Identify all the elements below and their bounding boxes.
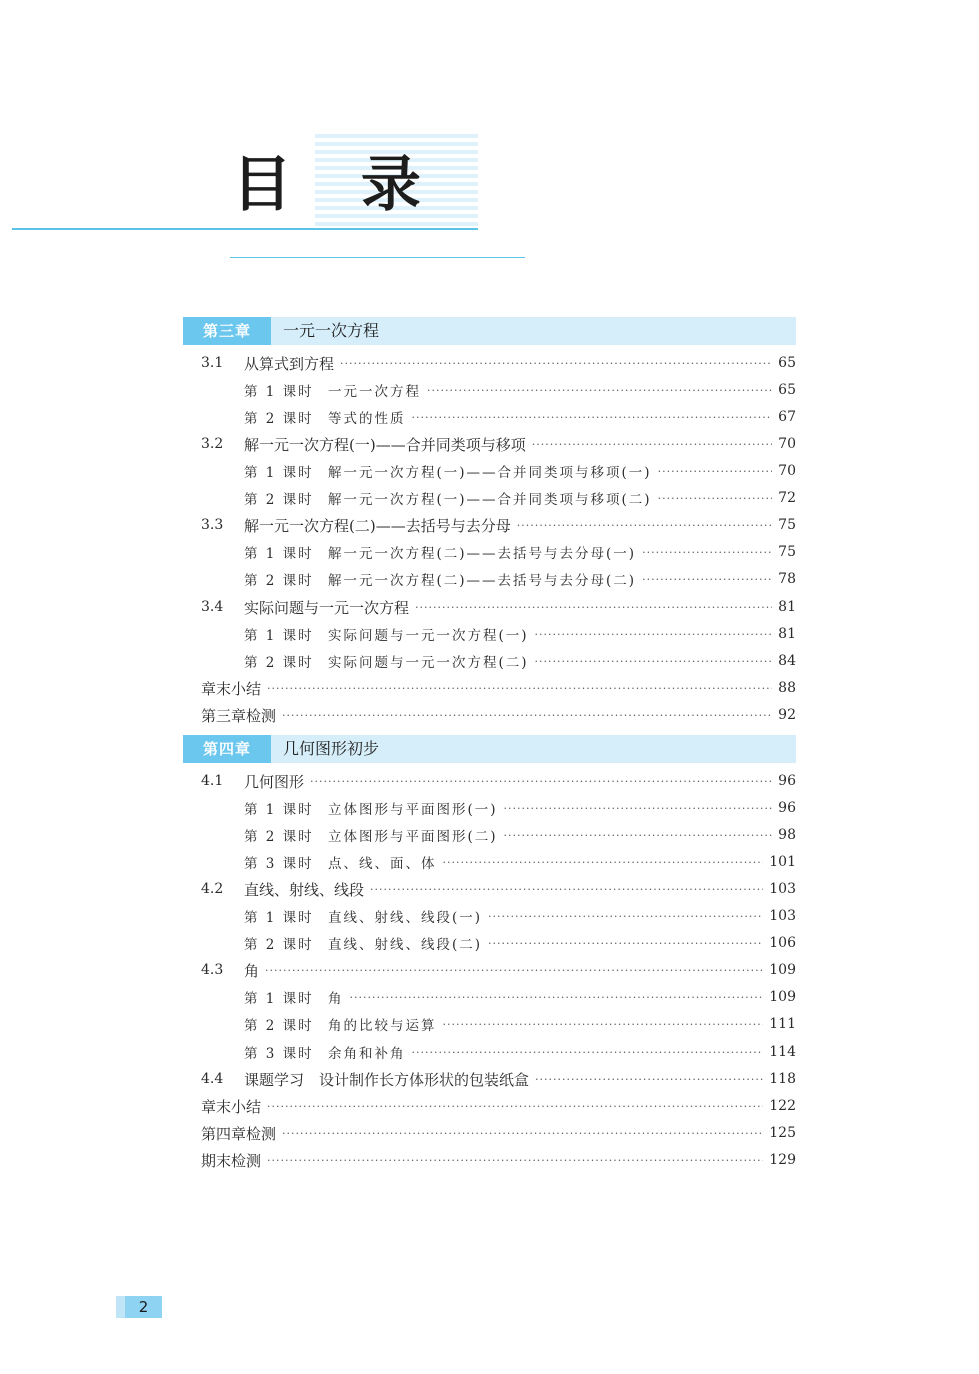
page-ref: 65 (778, 355, 796, 371)
toc-lesson-row[interactable] (244, 824, 796, 846)
leader-dots (267, 1154, 763, 1167)
leader-dots (488, 910, 763, 923)
page-ref: 103 (769, 881, 796, 897)
page-ref: 70 (778, 463, 796, 479)
page-ref: 84 (778, 653, 796, 669)
leader-dots (642, 546, 772, 559)
chapter-header-4 (183, 735, 796, 763)
page-ref: 96 (778, 773, 796, 789)
page-number: 2 (125, 1296, 162, 1318)
toc-lesson-row[interactable] (244, 932, 796, 954)
chapter-tag: 第三章 (183, 317, 271, 345)
ending-title: 章末小结 (201, 1097, 262, 1116)
section-number: 3.3 (201, 517, 224, 533)
page-ref: 103 (769, 908, 796, 924)
toc-lesson-row[interactable] (244, 379, 796, 401)
lesson-title: 解一元一次方程(一)——合并同类项与移项(一) (328, 465, 652, 481)
leader-dots (310, 775, 772, 788)
leader-dots (443, 1018, 764, 1031)
chapter-name: 一元一次方程 (283, 321, 380, 340)
section-title: 解一元一次方程(二)——去括号与去分母 (244, 516, 511, 535)
chapter-tag: 第四章 (183, 735, 271, 763)
leader-dots (535, 628, 773, 641)
page-ref: 81 (778, 599, 796, 615)
page-ref: 98 (778, 827, 796, 843)
title-subline (230, 257, 525, 258)
page-ref: 70 (778, 436, 796, 452)
chapter-name: 几何图形初步 (283, 739, 380, 758)
ending-title: 第四章检测 (201, 1124, 277, 1143)
lesson-number: 第 1 课时 (244, 991, 314, 1007)
page-ref: 72 (778, 490, 796, 506)
ending-title: 期末检测 (201, 1151, 262, 1170)
lesson-number: 第 2 课时 (244, 1018, 314, 1034)
toc-lesson-row[interactable] (244, 568, 796, 590)
toc-lesson-row[interactable] (244, 797, 796, 819)
section-title: 课题学习 设计制作长方体形状的包装纸盒 (244, 1070, 530, 1089)
lesson-title: 角 (328, 991, 344, 1007)
leader-dots (658, 465, 773, 478)
lesson-number: 第 2 课时 (244, 655, 314, 671)
toc-lesson-row[interactable] (244, 986, 796, 1008)
toc-lesson-row[interactable] (244, 851, 796, 873)
page-ref: 75 (778, 544, 796, 560)
leader-dots (265, 964, 763, 977)
leader-dots (488, 937, 763, 950)
page-ref: 111 (769, 1016, 796, 1032)
leader-dots (282, 709, 772, 722)
toc-ending-row[interactable] (201, 677, 796, 699)
leader-dots (267, 682, 772, 695)
lesson-number: 第 2 课时 (244, 573, 314, 589)
toc-ending-row[interactable] (201, 1122, 796, 1144)
page-ref: 101 (769, 854, 796, 870)
lesson-title: 实际问题与一元一次方程(二) (328, 655, 529, 671)
section-title: 角 (244, 961, 260, 980)
section-number: 3.1 (201, 355, 224, 371)
toc-lesson-row[interactable] (244, 650, 796, 672)
lesson-title: 解一元一次方程(二)——去括号与去分母(一) (328, 546, 637, 562)
lesson-number: 第 1 课时 (244, 628, 314, 644)
section-title: 从算式到方程 (244, 354, 335, 373)
page-ref: 88 (778, 680, 796, 696)
toc-lesson-row[interactable] (244, 905, 796, 927)
leader-dots (517, 519, 772, 532)
toc-lesson-row[interactable] (244, 460, 796, 482)
page-ref: 109 (769, 989, 796, 1005)
leader-dots (532, 438, 772, 451)
page-ref: 125 (769, 1125, 796, 1141)
toc-lesson-row[interactable] (244, 406, 796, 428)
leader-dots (427, 384, 772, 397)
page-ref: 118 (769, 1071, 796, 1087)
toc-section-row[interactable] (201, 352, 796, 374)
lesson-title: 直线、射线、线段(一) (328, 910, 483, 926)
leader-dots (282, 1127, 763, 1140)
toc-section-row[interactable] (201, 770, 796, 792)
lesson-number: 第 1 课时 (244, 384, 314, 400)
lesson-number: 第 2 课时 (244, 937, 314, 953)
lesson-title: 立体图形与平面图形(一) (328, 802, 498, 818)
leader-dots (340, 357, 772, 370)
lesson-title: 解一元一次方程(一)——合并同类项与移项(二) (328, 492, 652, 508)
page-ref: 81 (778, 626, 796, 642)
leader-dots (504, 802, 773, 815)
leader-dots (267, 1100, 763, 1113)
section-number: 4.4 (201, 1071, 224, 1087)
lesson-title: 立体图形与平面图形(二) (328, 829, 498, 845)
lesson-title: 一元一次方程 (328, 384, 421, 400)
toc-ending-row[interactable] (201, 1095, 796, 1117)
section-number: 4.1 (201, 773, 224, 789)
toc-ending-row[interactable] (201, 704, 796, 726)
section-title: 实际问题与一元一次方程 (244, 598, 410, 617)
page-ref: 129 (769, 1152, 796, 1168)
page-ref: 65 (778, 382, 796, 398)
leader-dots (443, 856, 764, 869)
leader-dots (350, 991, 764, 1004)
section-title: 解一元一次方程(一)——合并同类项与移项 (244, 435, 526, 454)
lesson-number: 第 3 课时 (244, 1046, 314, 1062)
lesson-title: 等式的性质 (328, 411, 406, 427)
leader-dots (535, 1073, 763, 1086)
lesson-title: 角的比较与运算 (328, 1018, 437, 1034)
toc-lesson-row[interactable] (244, 541, 796, 563)
toc-section-row[interactable] (201, 514, 796, 536)
toc-lesson-row[interactable] (244, 487, 796, 509)
section-title: 几何图形 (244, 772, 305, 791)
lesson-title: 解一元一次方程(二)——去括号与去分母(二) (328, 573, 637, 589)
section-title: 直线、射线、线段 (244, 880, 365, 899)
toc-ending-row[interactable] (201, 1149, 796, 1171)
toc-section-row[interactable] (201, 433, 796, 455)
leader-dots (415, 601, 772, 614)
lesson-number: 第 2 课时 (244, 492, 314, 508)
section-number: 3.4 (201, 599, 224, 615)
lesson-title: 实际问题与一元一次方程(一) (328, 628, 529, 644)
page-ref: 78 (778, 571, 796, 587)
title-underline (12, 228, 478, 230)
page-ref: 75 (778, 517, 796, 533)
page-ref: 114 (769, 1044, 796, 1060)
lesson-number: 第 1 课时 (244, 910, 314, 926)
toc-lesson-row[interactable] (244, 1041, 796, 1063)
page-number-box (116, 1296, 162, 1318)
section-number: 3.2 (201, 436, 224, 452)
leader-dots (535, 655, 773, 668)
page-ref: 96 (778, 800, 796, 816)
ending-title: 第三章检测 (201, 706, 277, 725)
lesson-number: 第 3 课时 (244, 856, 314, 872)
chapter-header-3 (183, 317, 796, 345)
section-number: 4.3 (201, 962, 224, 978)
lesson-number: 第 2 课时 (244, 829, 314, 845)
lesson-title: 余角和补角 (328, 1046, 406, 1062)
leader-dots (504, 829, 773, 842)
toc-lesson-row[interactable] (244, 623, 796, 645)
page-ref: 106 (769, 935, 796, 951)
leader-dots (658, 492, 773, 505)
lesson-number: 第 2 课时 (244, 411, 314, 427)
page-ref: 122 (769, 1098, 796, 1114)
leader-dots (370, 883, 763, 896)
leader-dots (642, 573, 772, 586)
ending-title: 章末小结 (201, 679, 262, 698)
lesson-number: 第 1 课时 (244, 465, 314, 481)
lesson-number: 第 1 课时 (244, 802, 314, 818)
toc-section-row[interactable] (201, 596, 796, 618)
lesson-title: 点、线、面、体 (328, 856, 437, 872)
toc-section-row[interactable] (201, 959, 796, 981)
page-title: 目 录 (232, 150, 445, 220)
toc-section-row[interactable] (201, 878, 796, 900)
leader-dots (412, 411, 773, 424)
lesson-title: 直线、射线、线段(二) (328, 937, 483, 953)
page-ref: 92 (778, 707, 796, 723)
leader-dots (412, 1046, 764, 1059)
toc-lesson-row[interactable] (244, 1013, 796, 1035)
lesson-number: 第 1 课时 (244, 546, 314, 562)
page-ref: 109 (769, 962, 796, 978)
toc-section-row[interactable] (201, 1068, 796, 1090)
section-number: 4.2 (201, 881, 224, 897)
page-ref: 67 (778, 409, 796, 425)
